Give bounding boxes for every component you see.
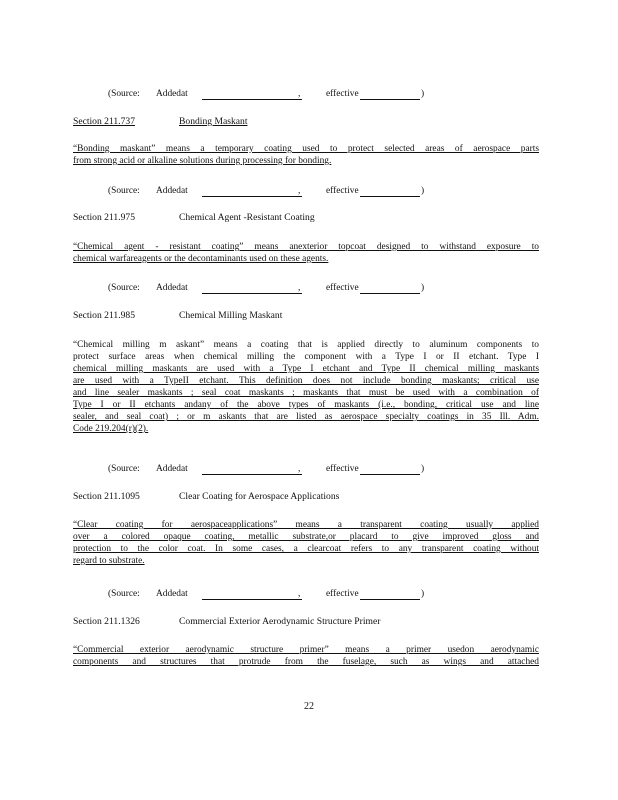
source-label: (Source: bbox=[108, 89, 140, 99]
section-title: Chemical Agent -Resistant Coating bbox=[179, 212, 315, 223]
definition-line: “Chemical milling m askant” means a coating that is applied directly to aluminum components to bbox=[73, 340, 539, 350]
addedat-label: Addedat bbox=[156, 283, 188, 293]
effective-blank bbox=[360, 463, 420, 475]
addedat-label: Addedat bbox=[156, 89, 188, 99]
effective-blank bbox=[360, 88, 420, 100]
section-definition bbox=[73, 644, 539, 668]
section-definition bbox=[73, 339, 539, 435]
section-number: Section 211.975 bbox=[73, 212, 135, 223]
section-title: Bonding Maskant bbox=[179, 116, 248, 127]
addedat-label: Addedat bbox=[156, 464, 188, 474]
definition-line: chemical milling maskants are used with a Type I etchant and Type II chemical milling maskants bbox=[73, 364, 539, 374]
comma: , bbox=[298, 589, 301, 599]
section-definition bbox=[73, 241, 539, 265]
effective-blank bbox=[360, 588, 420, 600]
section-number: Section 211.1326 bbox=[73, 616, 140, 627]
definition-line: sealer, and seal coat) ; or m askants that are listed as aerospace specialty coatings in 35 Ill. Adm. bbox=[73, 412, 539, 422]
definition-line: “Chemical agent - resistant coating” means anexterior topcoat designed to withstand exposure to bbox=[73, 242, 539, 252]
comma: , bbox=[298, 89, 301, 99]
definition-line: “Commercial exterior aerodynamic structure primer” means a primer usedon aerodynamic bbox=[73, 645, 539, 655]
definition-line: protect surface areas when chemical milling the component with a Type I or II etchant. Type I bbox=[73, 352, 539, 362]
addedat-blank bbox=[202, 588, 302, 600]
definition-line: “Clear coating for aerospaceapplications” means a transparent coating usually applied bbox=[73, 520, 539, 530]
definition-line: and line sealer maskants ; seal coat maskants ; maskants that must be used with a combination of bbox=[73, 388, 539, 398]
comma: , bbox=[298, 464, 301, 474]
definition-line: “Bonding maskant” means a temporary coating used to protect selected areas of aerospace parts bbox=[73, 144, 539, 154]
source-label: (Source: bbox=[108, 283, 140, 293]
effective-label: effective bbox=[326, 283, 359, 293]
close-paren: ) bbox=[421, 283, 425, 293]
definition-line: components and structures that protrude from the fuselage, such as wings and attached bbox=[73, 657, 539, 667]
section-title: Chemical Milling Maskant bbox=[179, 310, 283, 321]
addedat-blank bbox=[202, 88, 302, 100]
close-paren: ) bbox=[421, 589, 425, 599]
definition-line: are used with a TypeII etchant. This definition does not include bonding maskants; critical use bbox=[73, 376, 539, 386]
definition-line: over a colored opaque coating, metallic substrate,or placard to give improved gloss and bbox=[73, 532, 539, 542]
close-paren: ) bbox=[421, 186, 425, 196]
section-definition bbox=[73, 519, 539, 567]
addedat-blank bbox=[202, 282, 302, 294]
comma: , bbox=[298, 283, 301, 293]
effective-label: effective bbox=[326, 186, 359, 196]
definition-line: protection to the color coat. In some cases, a clearcoat refers to any transparent coating without bbox=[73, 544, 539, 554]
section-definition bbox=[73, 143, 539, 167]
effective-label: effective bbox=[326, 89, 359, 99]
section-number: Section 211.985 bbox=[73, 310, 135, 321]
addedat-blank bbox=[202, 185, 302, 197]
close-paren: ) bbox=[421, 464, 425, 474]
definition-line: chemical warfareagents or the decontaminants used on these agents. bbox=[73, 254, 329, 264]
close-paren: ) bbox=[421, 89, 425, 99]
effective-label: effective bbox=[326, 464, 359, 474]
effective-label: effective bbox=[326, 589, 359, 599]
source-label: (Source: bbox=[108, 186, 140, 196]
source-label: (Source: bbox=[108, 589, 140, 599]
section-title: Clear Coating for Aerospace Applications bbox=[179, 491, 340, 502]
source-label: (Source: bbox=[108, 464, 140, 474]
addedat-label: Addedat bbox=[156, 589, 188, 599]
definition-line: Code 219.204(r)(2). bbox=[73, 424, 149, 434]
definition-line: from strong acid or alkaline solutions during processing for bonding. bbox=[73, 156, 332, 166]
addedat-label: Addedat bbox=[156, 186, 188, 196]
page-number: 22 bbox=[304, 701, 314, 712]
section-title: Commercial Exterior Aerodynamic Structure Primer bbox=[179, 616, 381, 627]
definition-line: Type I or II etchants andany of the above types of maskants (i.e., bonding, critical use and line bbox=[73, 400, 539, 410]
definition-line: regard to substrate. bbox=[73, 556, 145, 566]
comma: , bbox=[298, 186, 301, 196]
section-number: Section 211.1095 bbox=[73, 491, 140, 502]
section-number: Section 211.737 bbox=[73, 116, 135, 127]
addedat-blank bbox=[202, 463, 302, 475]
effective-blank bbox=[360, 282, 420, 294]
effective-blank bbox=[360, 185, 420, 197]
